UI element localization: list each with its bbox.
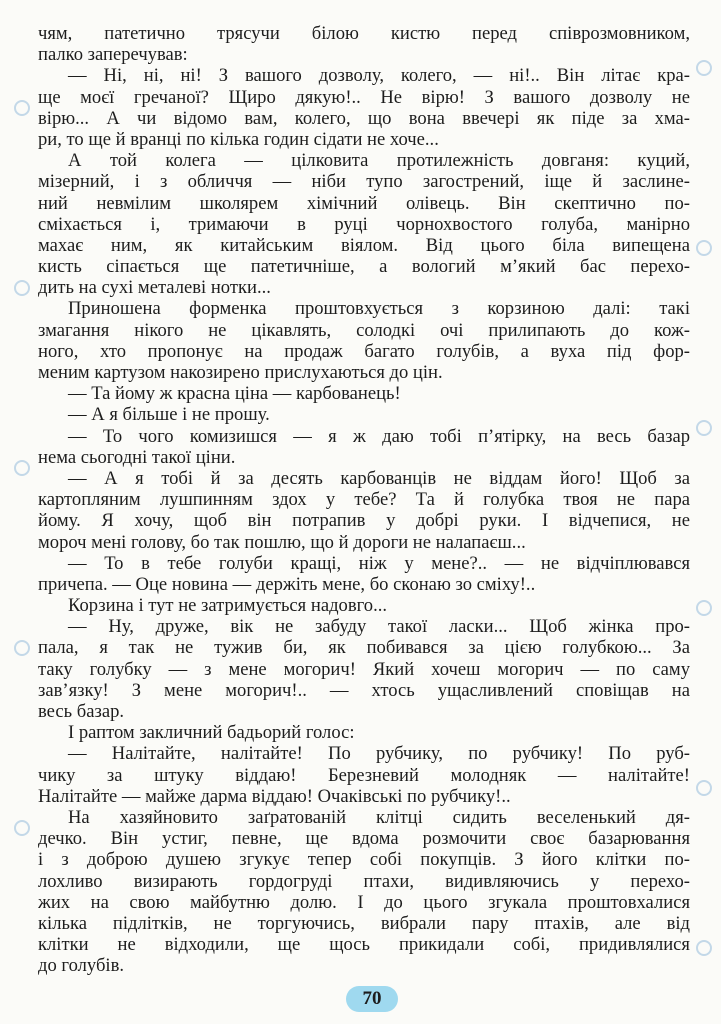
text-line: мізерний, і з обличчя — ніби тупо загострений, іще й заслине- (38, 171, 690, 193)
text-line: ри, то ще й вранці по кілька годин сідати не хоче... (38, 128, 439, 150)
page-number: 70 (346, 986, 398, 1012)
watermark-logo-icon (14, 460, 30, 476)
text-line: змагання нікого не цікавлять, солодкі очі прилипають до кож- (38, 319, 690, 341)
watermark-logo-icon (14, 100, 30, 116)
text-line: дечко. Він устиг, певне, ще вдома розмочити своє базарювання (38, 828, 690, 850)
text-line: — То чого комизишся — я ж даю тобі п’ятірку, на весь базар (68, 425, 690, 447)
text-line: йому. Я хочу, щоб він потрапив у добрі руки. І відчепися, не (38, 510, 690, 532)
text-line: — Ну, друже, вік не забуду такої ласки... Щоб жінка про- (68, 616, 690, 638)
text-line: ного, хто пропонує на продаж багато голубів, а вуха під фор- (38, 340, 690, 362)
body-text (38, 23, 690, 976)
text-line: Корзина і тут не затримується надовго... (68, 595, 388, 617)
text-line: І раптом закличний бадьорий голос: (68, 722, 355, 744)
text-line: — А я тобі й за десять карбованців не віддам його! Щоб за (68, 467, 690, 489)
text-line: кисть сіпається ще патетичніше, а вологий м’який бас перехо- (38, 256, 690, 278)
watermark-logo-icon (696, 600, 712, 616)
text-line: мороч мені голову, бо так пошлю, що й дороги не налапаєш... (38, 531, 526, 553)
watermark-logo-icon (696, 420, 712, 436)
text-line: лохливо визирають гордогруді птахи, видивляючись у перехо- (38, 870, 690, 892)
text-line: дить на сухі металеві нотки... (38, 277, 271, 299)
text-line: ний невмілим школярем хімічний олівець. Він скептично по- (38, 192, 690, 214)
text-line: кілька підлітків, не торгуючись, вибрали пару птахів, але від (38, 912, 690, 934)
text-line: А той колега — цілковита протилежність довганя: куций, (68, 150, 690, 172)
text-line: — Ні, ні, ні! З вашого дозволу, колего, — ні!.. Він літає кра- (68, 65, 690, 87)
text-line: клітки не відходили, ще щось прикидали собі, придивлялися (38, 934, 690, 956)
text-line: таку голубку — з мене могорич! Який хочеш могорич — по саму (38, 658, 690, 680)
text-line: чям, патетично трясучи білою кистю перед співрозмовником, (38, 23, 690, 44)
text-line: меним картузом накозирено прислухаються до цін. (38, 362, 443, 383)
text-line: до голубів. (38, 955, 125, 977)
text-line: — Та йому ж красна ціна — карбованець! (68, 383, 401, 405)
text-line: — То в тебе голуби кращі, ніж у мене?.. — не відчіплювався (68, 552, 690, 574)
text-line: Приношена форменка проштовхується з корзиною далі: такі (68, 298, 690, 320)
text-line: вірю... А чи відомо вам, колего, що вона ввечері як піде за хма- (38, 107, 690, 129)
text-line: весь базар. (38, 701, 125, 722)
text-line: і з доброю душею згукує тепер собі покупців. З його клітки по- (38, 849, 690, 871)
text-line: сміхається і, тримаючи в руці чорнохвостого голуба, манірно (38, 213, 690, 235)
text-line: ще моєї гречаної? Щиро дякую!.. Не вірю! З вашого дозволу не (38, 86, 690, 108)
text-line: палко заперечував: (38, 44, 188, 66)
text-line: махає ним, як китайським віялом. Від цього біла випещена (38, 234, 690, 256)
text-line: — Налітайте, налітайте! По рубчику, по рубчику! По руб- (68, 743, 690, 765)
text-line: — А я більше і не прошу. (68, 404, 270, 426)
text-line: пала, я так не тужив би, як побивався за цією голубкою... За (38, 637, 690, 659)
text-line: нема сьогодні такої ціни. (38, 446, 236, 468)
watermark-logo-icon (14, 280, 30, 296)
watermark-logo-icon (696, 940, 712, 956)
text-line: жих на свою майбутню долю. І до цього згукала проштовхалися (38, 891, 690, 913)
text-line: Налітайте — майже дарма віддаю! Очаківські по рубчику!.. (38, 785, 511, 807)
text-line: причепа. — Оце новина — держіть мене, бо сконаю зо сміху!.. (38, 573, 536, 595)
watermark-logo-icon (696, 780, 712, 796)
text-line: зав’язку! З мене могорич!.. — хтось ущасливлений сповіщав на (38, 679, 690, 701)
text-line: картопляним лушпинням здох у тебе? Та й голубка твоя не пара (38, 489, 690, 511)
watermark-logo-icon (14, 820, 30, 836)
watermark-logo-icon (696, 60, 712, 76)
text-line: чику за штуку віддаю! Березневий молодняк — налітайте! (38, 764, 690, 786)
watermark-logo-icon (696, 240, 712, 256)
text-line: На хазяйновито заґратованій клітці сидить веселенький дя- (68, 806, 690, 828)
watermark-logo-icon (14, 640, 30, 656)
